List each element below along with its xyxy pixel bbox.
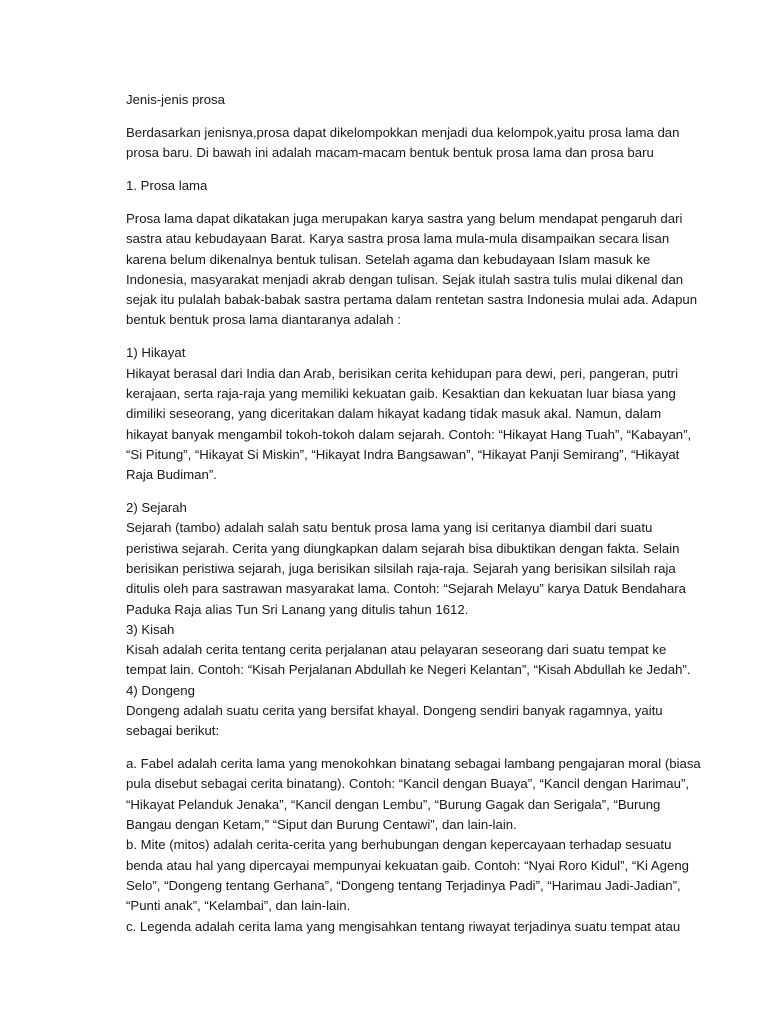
text-line: Hikayat berasal dari India dan Arab, berisikan cerita kehidupan para dewi, peri, pangeran, putri bbox=[126, 365, 679, 381]
text-line: kerajaan, serta raja-raja yang memiliki kekuatan gaib. Kesaktian dan kekuatan luar biasa yang bbox=[126, 385, 676, 401]
text-line: Dongeng adalah suatu cerita yang bersifat khayal. Dongeng sendiri banyak ragamnya, yaitu bbox=[126, 702, 663, 718]
text-line: “Punti anak”, “Kelambai”, dan lain-lain. bbox=[126, 898, 351, 914]
text-line: ditulis oleh para sastrawan masyarakat lama. Contoh: “Sejarah Melayu” karya Datuk Bendahara bbox=[126, 581, 687, 597]
text-line: bentuk bentuk prosa lama diantaranya adalah : bbox=[126, 312, 401, 328]
text-line: b. Mite (mitos) adalah cerita-cerita yang berhubungan dengan kepercayaan terhadap sesuatu bbox=[126, 837, 672, 853]
text-line: sastra atau kebudayaan Barat. Karya sastra prosa lama mula-mula disampaikan secara lisan bbox=[126, 231, 670, 247]
hikayat-paragraph bbox=[126, 343, 692, 485]
sejarah-kisah-dongeng-paragraph bbox=[126, 498, 691, 742]
prosa-lama-paragraph bbox=[126, 209, 698, 331]
text-line: sejak itu pulalah babak-babak sastra pertama dalam rentetan sastra Indonesia mulai ada. Adapun bbox=[126, 292, 698, 308]
text-line: a. Fabel adalah cerita lama yang menokohkan binatang sebagai lambang pengajaran moral (biasa bbox=[126, 756, 701, 772]
text-line: Kisah adalah cerita tentang cerita perjalanan atau pelayaran seseorang dari suatu tempat ke bbox=[126, 642, 667, 658]
text-line: “Si Pitung”, “Hikayat Si Miskin”, “Hikayat Indra Bangsawan”, “Hikayat Panji Semirang”, “Hikayat bbox=[126, 446, 680, 462]
text-line: karena belum dikenalnya bentuk tulisan. Setelah agama dan kebudayaan Islam masuk ke bbox=[126, 251, 651, 267]
document-title: Jenis-jenis prosa bbox=[126, 92, 225, 107]
text-line: 3) Kisah bbox=[126, 621, 175, 637]
text-line: Indonesia, masyarakat menjadi akrab dengan tulisan. Sejak itulah sastra tulis mulai dikenal dan bbox=[126, 271, 684, 287]
text-line: benda atau hal yang dipercayai mempunyai kekuatan gaib. Contoh: “Nyai Roro Kidul”, “Ki Ageng bbox=[126, 857, 690, 873]
text-line: Prosa lama dapat dikatakan juga merupakan karya sastra yang belum mendapat pengaruh dari bbox=[126, 210, 683, 226]
text-line: Berdasarkan jenisnya,prosa dapat dikelompokkan menjadi dua kelompok,yaitu prosa lama dan bbox=[126, 124, 680, 140]
intro-paragraph bbox=[126, 123, 682, 164]
text-line: 4) Dongeng bbox=[126, 682, 195, 698]
text-line: Raja Budiman”. bbox=[126, 467, 217, 483]
text-line: 1) Hikayat bbox=[126, 345, 186, 361]
text-line: tempat lain. Contoh: “Kisah Perjalanan Abdullah ke Negeri Kelantan”, “Kisah Abdullah ke Jedah”. bbox=[126, 662, 691, 678]
text-line: Sejarah (tambo) adalah salah satu bentuk prosa lama yang isi ceritanya diambil dari suatu bbox=[126, 520, 653, 536]
text-line: Paduka Raja alias Tun Sri Lanang yang ditulis tahun 1612. bbox=[126, 601, 469, 617]
document-page bbox=[126, 90, 701, 937]
text-line: dimiliki seseorang, yang diceritakan dalam hikayat kadang tidak masuk akal. Namun, dalam bbox=[126, 406, 662, 422]
text-line: c. Legenda adalah cerita lama yang mengisahkan tentang riwayat terjadinya suatu tempat atau bbox=[126, 918, 681, 934]
text-line: Bangau dengan Ketam,” “Siput dan Burung Centawi”, dan lain-lain. bbox=[126, 817, 517, 833]
text-line: 2) Sejarah bbox=[126, 500, 187, 516]
text-line: Selo”, “Dongeng tentang Gerhana”, “Dongeng tentang Terjadinya Padi”, “Harimau Jadi-Jadian”, bbox=[126, 877, 681, 893]
text-line: “Hikayat Pelanduk Jenaka”, “Kancil dengan Lembu”, “Burung Gagak dan Serigala”, “Burung bbox=[126, 796, 661, 812]
text-line: hikayat banyak mengambil tokoh-tokoh dalam sejarah. Contoh: “Hikayat Hang Tuah”, “Kabayan”, bbox=[126, 426, 692, 442]
text-line: peristiwa sejarah. Cerita yang diungkapkan dalam sejarah bisa dibuktikan dengan fakta. Selain bbox=[126, 540, 680, 556]
dongeng-types-paragraph bbox=[126, 754, 701, 937]
section-heading: 1. Prosa lama bbox=[126, 178, 208, 194]
text-line: berisikan peristiwa sejarah, juga berisikan silsilah raja-raja. Sejarah yang berisikan silsilah raja bbox=[126, 560, 676, 576]
text-line: prosa baru. Di bawah ini adalah macam-macam bentuk bentuk prosa lama dan prosa baru bbox=[126, 145, 654, 161]
text-line: pula disebut sebagai cerita binatang). Contoh: “Kancil dengan Buaya”, “Kancil dengan Harimau”, bbox=[126, 776, 690, 792]
text-line: sebagai berikut: bbox=[126, 723, 220, 739]
